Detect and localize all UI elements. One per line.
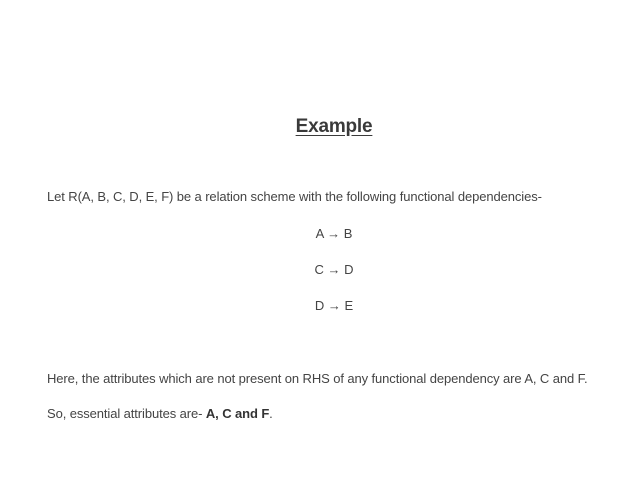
- conclusion-paragraph: [47, 406, 273, 421]
- essential-attribute-c: C: [222, 406, 232, 421]
- intro-paragraph: Let R(A, B, C, D, E, F) be a relation scheme with the following functional dependencies-: [47, 189, 542, 204]
- essential-attribute-f: F: [261, 406, 270, 421]
- conclusion-suffix: .: [269, 406, 273, 421]
- conclusion-and: and: [231, 406, 262, 421]
- essential-attribute-a: A: [205, 406, 216, 421]
- observation-paragraph: Here, the attributes which are not present on RHS of any functional dependency are A, C and F.: [47, 371, 588, 386]
- functional-dependency: D → E: [314, 298, 354, 313]
- conclusion-separator: ,: [215, 406, 223, 421]
- page-heading: Example: [295, 116, 373, 137]
- functional-dependency: C → D: [314, 262, 354, 277]
- functional-dependency: A → B: [315, 226, 353, 241]
- conclusion-prefix: So, essential attributes are-: [47, 406, 206, 421]
